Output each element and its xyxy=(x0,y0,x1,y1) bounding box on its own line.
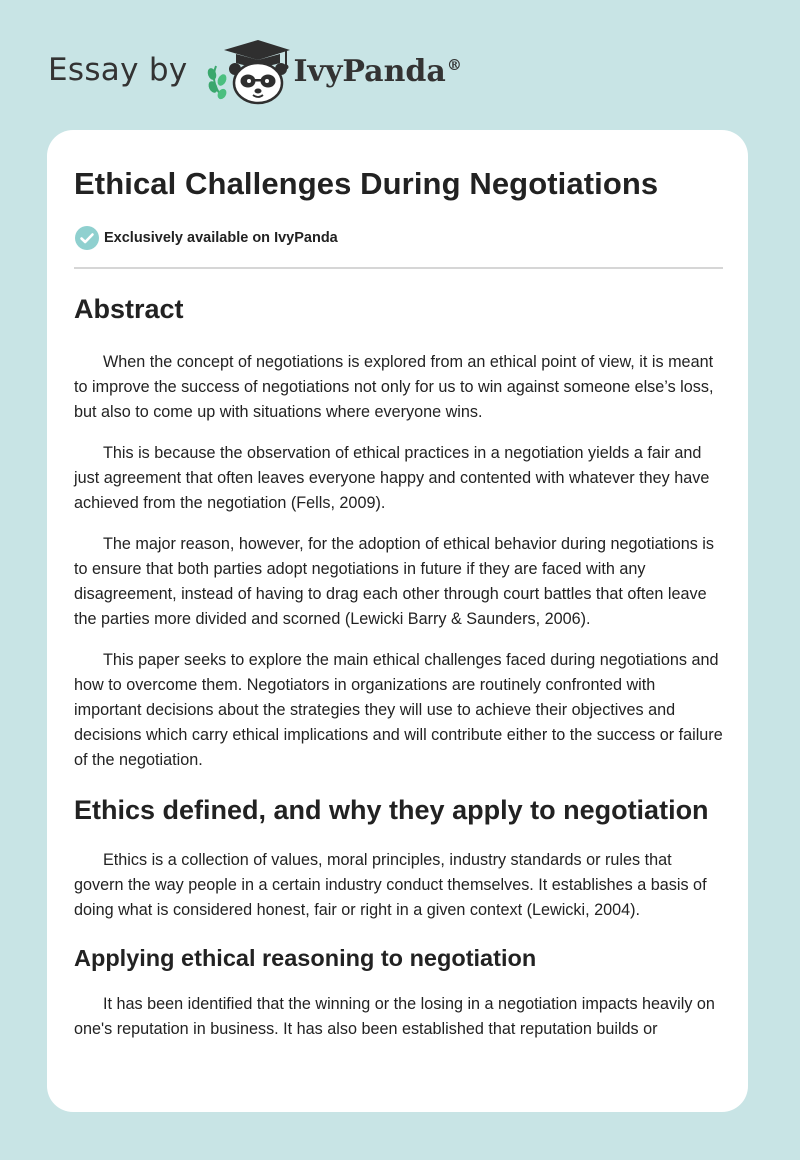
subsection-heading: Applying ethical reasoning to negotiation xyxy=(74,945,537,971)
essay-title: Ethical Challenges During Negotiations xyxy=(74,166,659,201)
site-brand[interactable] xyxy=(48,36,462,108)
section-ethics-defined xyxy=(74,790,723,923)
registered-mark: ® xyxy=(446,55,462,74)
paragraph: The major reason, however, for the adoption of ethical behavior during negotiations is to ensure that both parties adopt negotiations in future if they are faced with any disagreement, instead of having to drag each other through court battles that often leave the parties more divided and scorned (Lewicki Barry & Saunders, 2006). xyxy=(74,535,714,628)
paragraph: It has been identified that the winning or the losing in a negotiation impacts heavily on one's reputation in business. It has also been established that reputation builds or xyxy=(74,995,715,1038)
section-applying-ethical-reasoning xyxy=(74,941,723,1042)
section-heading: Ethics defined, and why they apply to negotiation xyxy=(74,795,709,825)
brand-name xyxy=(294,54,462,89)
exclusive-badge xyxy=(74,224,723,252)
paragraph: Ethics is a collection of values, moral principles, industry standards or rules that govern the way people in a certain industry conduct themselves. It establishes a basis of doing what is considered honest, fair or right in a given context (Lewicki, 2004). xyxy=(74,851,707,919)
check-circle-icon xyxy=(74,225,100,251)
essay-card xyxy=(47,130,748,1112)
panda-graduate-logo-icon xyxy=(202,36,292,108)
exclusive-label: Exclusively available on IvyPanda xyxy=(104,230,338,246)
paragraph: When the concept of negotiations is explored from an ethical point of view, it is meant to improve the success of negotiations not only for us to win against someone else’s loss, but also to come up with situations where everyone wins. xyxy=(74,353,714,421)
brand-name-text: IvyPanda xyxy=(293,53,446,89)
brand-prefix: Essay by xyxy=(48,52,188,88)
paragraph: This is because the observation of ethical practices in a negotiation yields a fair and just agreement that often leaves everyone happy and contented with whatever they have achieved from the negotiation (Fells, 2009). xyxy=(74,444,710,512)
section-abstract xyxy=(74,289,723,773)
essay-article xyxy=(74,162,723,1042)
title-divider xyxy=(74,267,723,269)
paragraph: This paper seeks to explore the main ethical challenges faced during negotiations and how to overcome them. Negotiators in organizations are routinely confronted with important decisions about the strategies they will use to achieve their objectives and decisions which carry ethical implications and will contribute either to the success or failure of the negotiation. xyxy=(74,651,723,769)
section-heading: Abstract xyxy=(74,294,184,324)
